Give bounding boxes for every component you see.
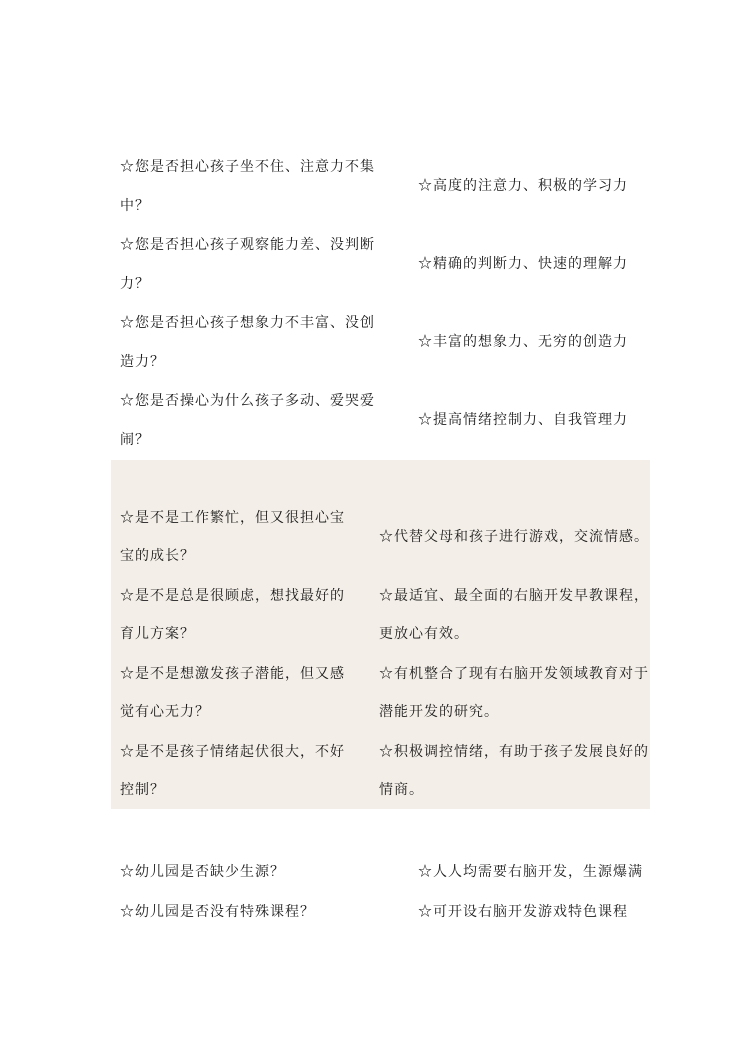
question-plan-line2: 育儿方案？ bbox=[120, 626, 195, 642]
answer-imagination: ☆丰富的想象力、无穷的创造力 bbox=[418, 334, 628, 350]
question-busy-line1: ☆是不是工作繁忙，但又很担心宝 bbox=[120, 510, 345, 526]
answer-special-course: ☆可开设右脑开发游戏特色课程 bbox=[418, 904, 628, 920]
question-plan-line1: ☆是不是总是很顾虑，想找最好的 bbox=[120, 588, 345, 604]
answer-eq-line2: 情商。 bbox=[379, 782, 424, 798]
question-potential-line2: 觉有心无力？ bbox=[120, 704, 210, 720]
question-potential-line1: ☆是不是想激发孩子潜能，但又感 bbox=[120, 666, 345, 682]
question-imagination-line2: 造力？ bbox=[120, 354, 165, 370]
answer-eq-line1: ☆积极调控情绪，有助于孩子发展良好的 bbox=[379, 744, 649, 760]
answer-course-line1: ☆最适宜、最全面的右脑开发早教课程， bbox=[379, 588, 649, 604]
question-mood-line1: ☆是不是孩子情绪起伏很大，不好 bbox=[120, 744, 345, 760]
answer-enrollment: ☆人人均需要右脑开发，生源爆满 bbox=[418, 864, 643, 880]
question-attention-line2: 中？ bbox=[120, 198, 150, 214]
question-observation-line2: 力？ bbox=[120, 276, 150, 292]
answer-emotion-control: ☆提高情绪控制力、自我管理力 bbox=[418, 412, 628, 428]
question-busy-line2: 宝的成长？ bbox=[120, 548, 195, 564]
question-attention-line1: ☆您是否担心孩子坐不住、注意力不集 bbox=[120, 159, 375, 175]
question-observation-line1: ☆您是否担心孩子观察能力差、没判断 bbox=[120, 237, 375, 253]
answer-judgment: ☆精确的判断力、快速的理解力 bbox=[418, 256, 628, 272]
question-mood-line2: 控制？ bbox=[120, 782, 165, 798]
question-hyperactive-line1: ☆您是否操心为什么孩子多动、爱哭爱 bbox=[120, 393, 375, 409]
answer-research-line2: 潜能开发的研究。 bbox=[379, 704, 499, 720]
answer-attention: ☆高度的注意力、积极的学习力 bbox=[418, 178, 628, 194]
answer-research-line1: ☆有机整合了现有右脑开发领域教育对于 bbox=[379, 666, 649, 682]
question-special-course: ☆幼儿园是否没有特殊课程？ bbox=[120, 904, 315, 920]
answer-course-line2: 更放心有效。 bbox=[379, 626, 469, 642]
question-enrollment: ☆幼儿园是否缺少生源？ bbox=[120, 864, 285, 880]
question-imagination-line1: ☆您是否担心孩子想象力不丰富、没创 bbox=[120, 315, 375, 331]
question-hyperactive-line2: 闹？ bbox=[120, 432, 150, 448]
answer-play-with-child: ☆代替父母和孩子进行游戏，交流情感。 bbox=[379, 529, 649, 545]
